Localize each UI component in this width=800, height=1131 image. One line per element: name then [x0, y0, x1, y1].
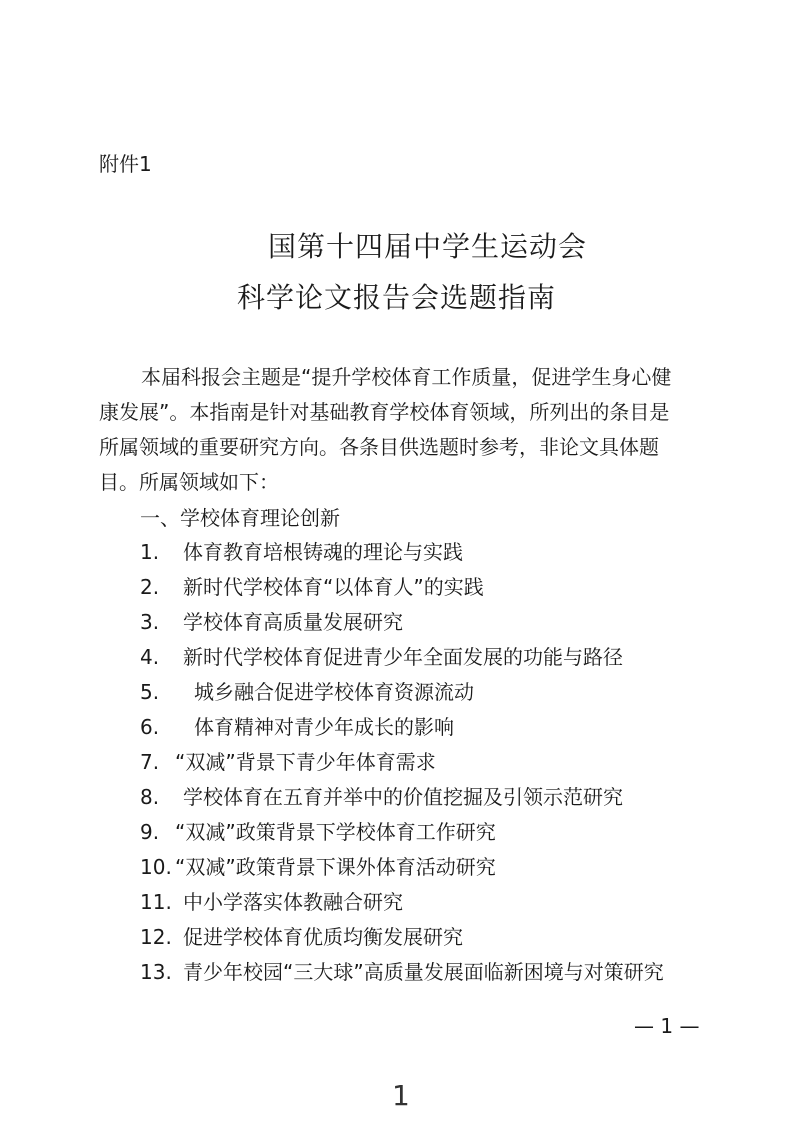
- list-item-text: “双减”政策背景下学校体育工作研究: [175, 820, 496, 844]
- list-item: [0, 888, 800, 916]
- list-item-number: 10.: [140, 855, 172, 879]
- list-item-text: 体育精神对青少年成长的影响: [194, 715, 454, 739]
- document-title-line-1: 国第十四届中学生运动会: [268, 230, 588, 263]
- list-item-number: 7.: [140, 750, 160, 774]
- list-item-text: 城乡融合促进学校体育资源流动: [194, 680, 474, 704]
- list-item-text: 中小学落实体教融合研究: [183, 890, 403, 914]
- document-title-line-2: 科学论文报告会选题指南: [237, 281, 557, 314]
- list-item-text: “双减”背景下青少年体育需求: [175, 750, 436, 774]
- list-item: [0, 608, 800, 636]
- intro-paragraph-line-1: 本届科报会主题是“提升学校体育工作质量，促进学生身心健: [141, 365, 672, 389]
- footer-page-mark: — 1 —: [634, 1014, 700, 1038]
- intro-paragraph-line-3: 所属领域的重要研究方向。各条目供选题时参考，非论文具体题: [99, 435, 659, 459]
- list-item: [0, 783, 800, 811]
- list-item: [0, 713, 800, 741]
- list-item-number: 6.: [140, 715, 160, 739]
- list-item-text: 学校体育在五育并举中的价值挖掘及引领示范研究: [183, 785, 623, 809]
- list-item-text: 体育教育培根铸魂的理论与实践: [183, 540, 463, 564]
- list-item-number: 9.: [140, 820, 160, 844]
- list-item-text: 促进学校体育优质均衡发展研究: [183, 925, 463, 949]
- list-item-text: 新时代学校体育“以体育人”的实践: [183, 575, 484, 599]
- list-item-text: “双减”政策背景下课外体育活动研究: [175, 855, 496, 879]
- list-item-number: 11.: [140, 890, 172, 914]
- list-item-number: 12.: [140, 925, 172, 949]
- list-item: [0, 853, 800, 881]
- list-item: [0, 538, 800, 566]
- list-item-number: 1.: [140, 540, 160, 564]
- attachment-label: 附件1: [99, 152, 152, 176]
- list-item-number: 3.: [140, 610, 160, 634]
- list-item: [0, 643, 800, 671]
- intro-paragraph-line-2: 康发展”。本指南是针对基础教育学校体育领域，所列出的条目是: [99, 400, 670, 424]
- list-item: [0, 748, 800, 776]
- list-item-text: 青少年校园“三大球”高质量发展面临新困境与对策研究: [183, 960, 664, 984]
- list-item-number: 5.: [140, 680, 160, 704]
- list-item-text: 学校体育高质量发展研究: [183, 610, 403, 634]
- list-item: [0, 958, 800, 986]
- viewer-page-number: 1: [392, 1079, 410, 1112]
- list-item-number: 13.: [140, 960, 172, 984]
- list-item: [0, 573, 800, 601]
- list-item: [0, 678, 800, 706]
- list-item-number: 4.: [140, 645, 160, 669]
- list-item-number: 8.: [140, 785, 160, 809]
- intro-paragraph-line-4: 目。所属领域如下：: [99, 470, 279, 494]
- list-item-text: 新时代学校体育促进青少年全面发展的功能与路径: [183, 645, 623, 669]
- section-heading: 一、学校体育理论创新: [140, 506, 340, 530]
- list-item: [0, 923, 800, 951]
- list-item: [0, 818, 800, 846]
- list-item-number: 2.: [140, 575, 160, 599]
